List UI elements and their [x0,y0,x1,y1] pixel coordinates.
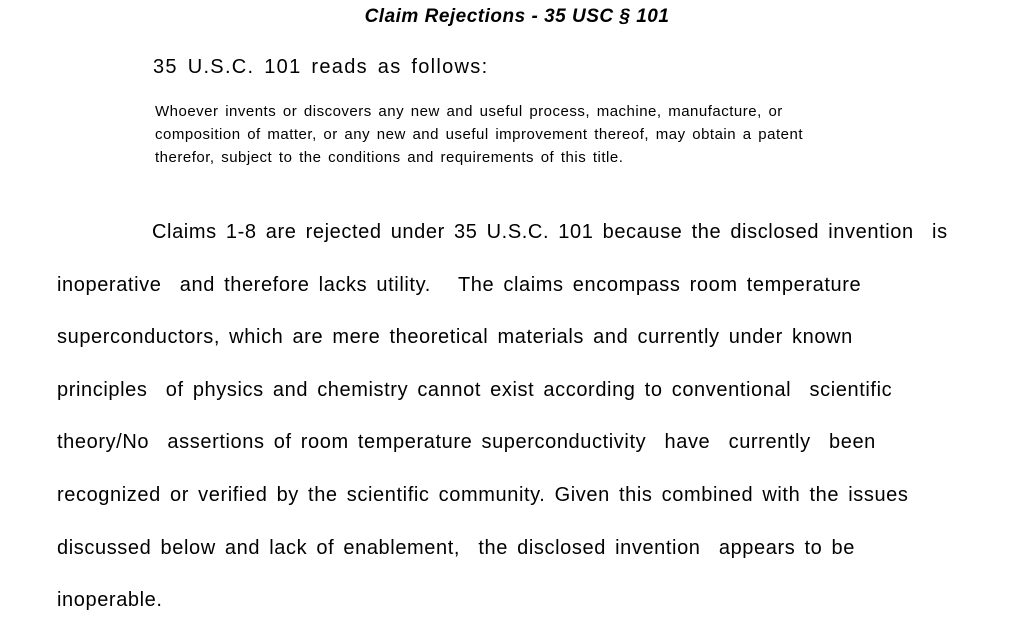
body-line: inoperative and therefore lacks utility. The claims encompass room temperature [57,273,862,296]
rejection-paragraph [57,206,1017,627]
body-line: Claims 1-8 are rejected under 35 U.S.C. 101 because the disclosed invention is [152,221,948,243]
body-line: recognized or verified by the scientific community. Given this combined with the issues [57,483,909,506]
statute-quote-line: Whoever invents or discovers any new and useful process, machine, manufacture, or [155,103,783,120]
statute-intro-line: 35 U.S.C. 101 reads as follows: [153,56,489,78]
body-line: superconductors, which are mere theoretical materials and currently under known [57,326,853,349]
statute-quote-block [155,100,895,169]
body-line: inoperable. [57,589,163,612]
body-line: theory/No assertions of room temperature superconductivity have currently been [57,431,876,454]
body-line: discussed below and lack of enablement, the disclosed invention appears to be [57,536,855,559]
statute-quote-line: composition of matter, or any new and useful improvement thereof, may obtain a patent [155,126,803,143]
statute-quote-line: therefor, subject to the conditions and requirements of this title. [155,149,624,166]
body-line: principles of physics and chemistry cannot exist according to conventional scientific [57,378,893,401]
section-title: Claim Rejections - 35 USC § 101 [364,6,670,27]
